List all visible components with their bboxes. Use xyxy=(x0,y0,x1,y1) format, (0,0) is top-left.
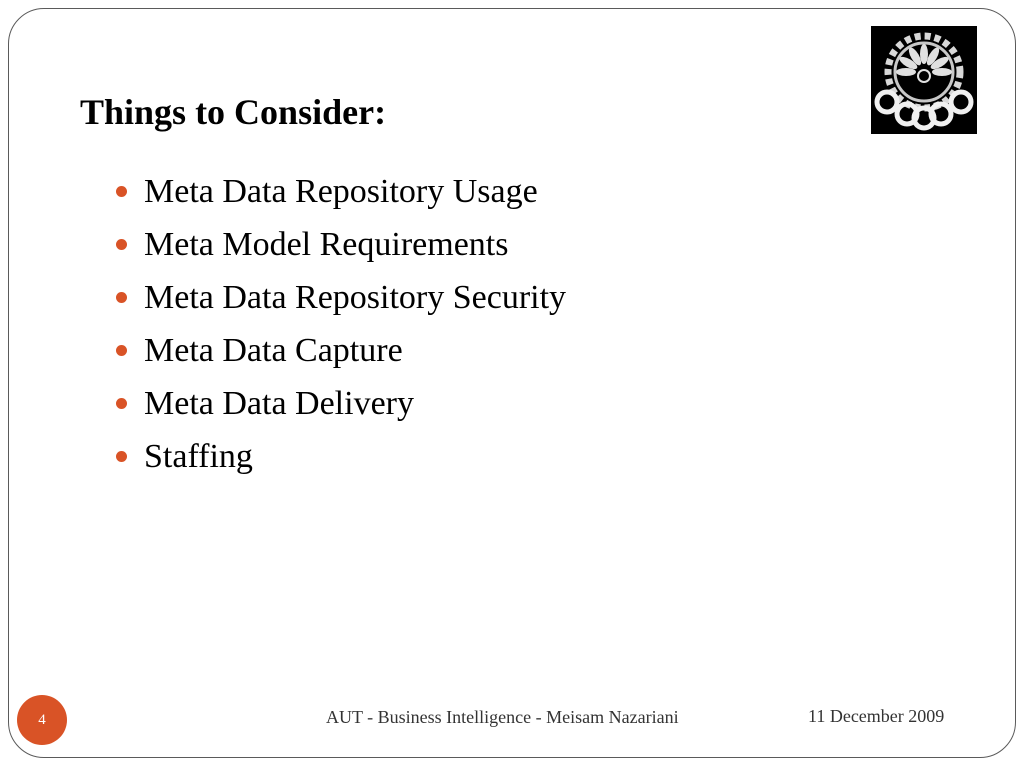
list-item xyxy=(116,324,566,377)
list-item xyxy=(116,165,566,218)
bullet-dot-icon xyxy=(116,239,127,250)
bullet-list xyxy=(116,165,566,483)
bullet-text: Meta Data Delivery xyxy=(144,384,414,422)
bullet-dot-icon xyxy=(116,292,127,303)
bullet-dot-icon xyxy=(116,398,127,409)
slide-title: Things to Consider: xyxy=(80,92,387,132)
footer-date: 11 December 2009 xyxy=(808,706,945,726)
page-number: 4 xyxy=(38,711,46,728)
bullet-text: Meta Data Repository Usage xyxy=(144,172,538,210)
list-item xyxy=(116,218,566,271)
page-number-badge xyxy=(17,695,67,745)
bullet-dot-icon xyxy=(116,186,127,197)
bullet-text: Staffing xyxy=(144,437,253,475)
list-item xyxy=(116,430,566,483)
bullet-text: Meta Data Repository Security xyxy=(144,278,567,316)
footer-text: AUT - Business Intelligence - Meisam Nazariani xyxy=(326,707,679,727)
bullet-text: Meta Model Requirements xyxy=(144,225,509,263)
list-item xyxy=(116,271,566,324)
university-emblem-icon xyxy=(871,26,977,134)
bullet-dot-icon xyxy=(116,345,127,356)
bullet-text: Meta Data Capture xyxy=(144,331,403,369)
bullet-dot-icon xyxy=(116,451,127,462)
list-item xyxy=(116,377,566,430)
